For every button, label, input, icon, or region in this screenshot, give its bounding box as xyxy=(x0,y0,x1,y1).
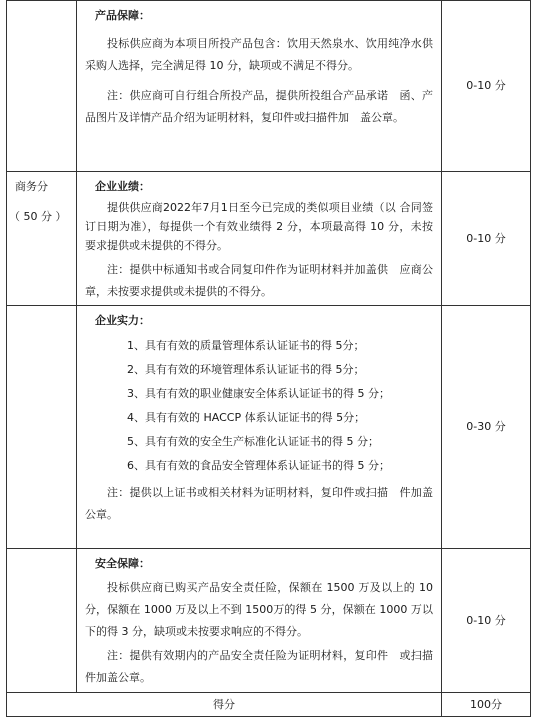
list-item: 1、具有有效的质量管理体系认证证书的得 5分； xyxy=(127,339,365,352)
section-note: 注：提供中标通知书或合同复印件作为证明材料并加盖供 应商公章，未按要求提供或未提供的不得分。 xyxy=(85,263,433,298)
section-product-guarantee xyxy=(77,1,442,172)
category-name: 商务分 xyxy=(15,180,48,193)
list-item: 3、具有有效的职业健康安全体系认证证书的得 5 分； xyxy=(127,387,390,400)
category-cell-empty xyxy=(7,549,77,693)
list-item: 2、具有有效的环境管理体系认证证书的得 5分； xyxy=(127,363,365,376)
certificate-list xyxy=(85,334,433,478)
list-item: 6、具有有效的食品安全管理体系认证证书的得 5 分； xyxy=(127,459,390,472)
section-safety xyxy=(77,549,442,693)
section-title: 产品保障： xyxy=(95,9,150,22)
total-score: 100分 xyxy=(442,693,531,717)
list-item: 5、具有有效的安全生产标准化认证证书的得 5 分； xyxy=(127,435,379,448)
section-note: 注：供应商可自行组合所投产品，提供所投组合产品承诺 函、产品图片及详情产品介绍为证明材料，复印件或扫描件加 盖公章。 xyxy=(85,89,433,124)
section-paragraph: 投标供应商已购买产品安全责任险，保额在 1500 万及以上的 10分，保额在 1000 万及以上不到 1500万的得 5 分，保额在 1000 万以下的得 3 分，缺项或未按要求响应的不得分。 xyxy=(85,581,433,638)
section-note: 注：提供以上证书或相关材料为证明材料，复印件或扫描 件加盖公章。 xyxy=(85,486,433,521)
section-performance xyxy=(77,172,442,306)
score-cell: 0-10 分 xyxy=(442,172,531,306)
list-item: 4、具有有效的 HACCP 体系认证证书的得 5分； xyxy=(127,411,366,424)
category-cell xyxy=(7,172,77,306)
category-points: （ 50 分 ） xyxy=(9,210,67,223)
score-cell: 0-10 分 xyxy=(442,549,531,693)
table-row xyxy=(7,306,531,549)
total-label: 得分 xyxy=(7,693,442,717)
score-cell: 0-30 分 xyxy=(442,306,531,549)
section-title: 企业实力： xyxy=(95,314,150,327)
section-note: 注：提供有效期内的产品安全责任险为证明材料，复印件 或扫描件加盖公章。 xyxy=(85,649,433,684)
section-title: 安全保障： xyxy=(95,557,150,570)
scoring-table xyxy=(6,0,531,717)
total-row xyxy=(7,693,531,717)
score-cell: 0-10 分 xyxy=(442,1,531,172)
category-cell-top xyxy=(7,1,77,172)
section-paragraph: 投标供应商为本项目所投产品包含：饮用天然泉水、饮用纯净水供采购人选择，完全满足得 10 分，缺项或不满足不得分。 xyxy=(85,37,433,72)
table-row xyxy=(7,549,531,693)
section-strength xyxy=(77,306,442,549)
section-title: 企业业绩： xyxy=(95,180,150,193)
table-row xyxy=(7,1,531,172)
section-paragraph: 提供供应商2022年7月1日至今已完成的类似项目业绩（以 合同签订日期为准），每提供一个有效业绩得 2 分，本项最高得 10 分，未按要求提供或未提供的不得分。 xyxy=(85,201,433,252)
category-cell-bottom xyxy=(7,306,77,549)
table-row xyxy=(7,172,531,306)
